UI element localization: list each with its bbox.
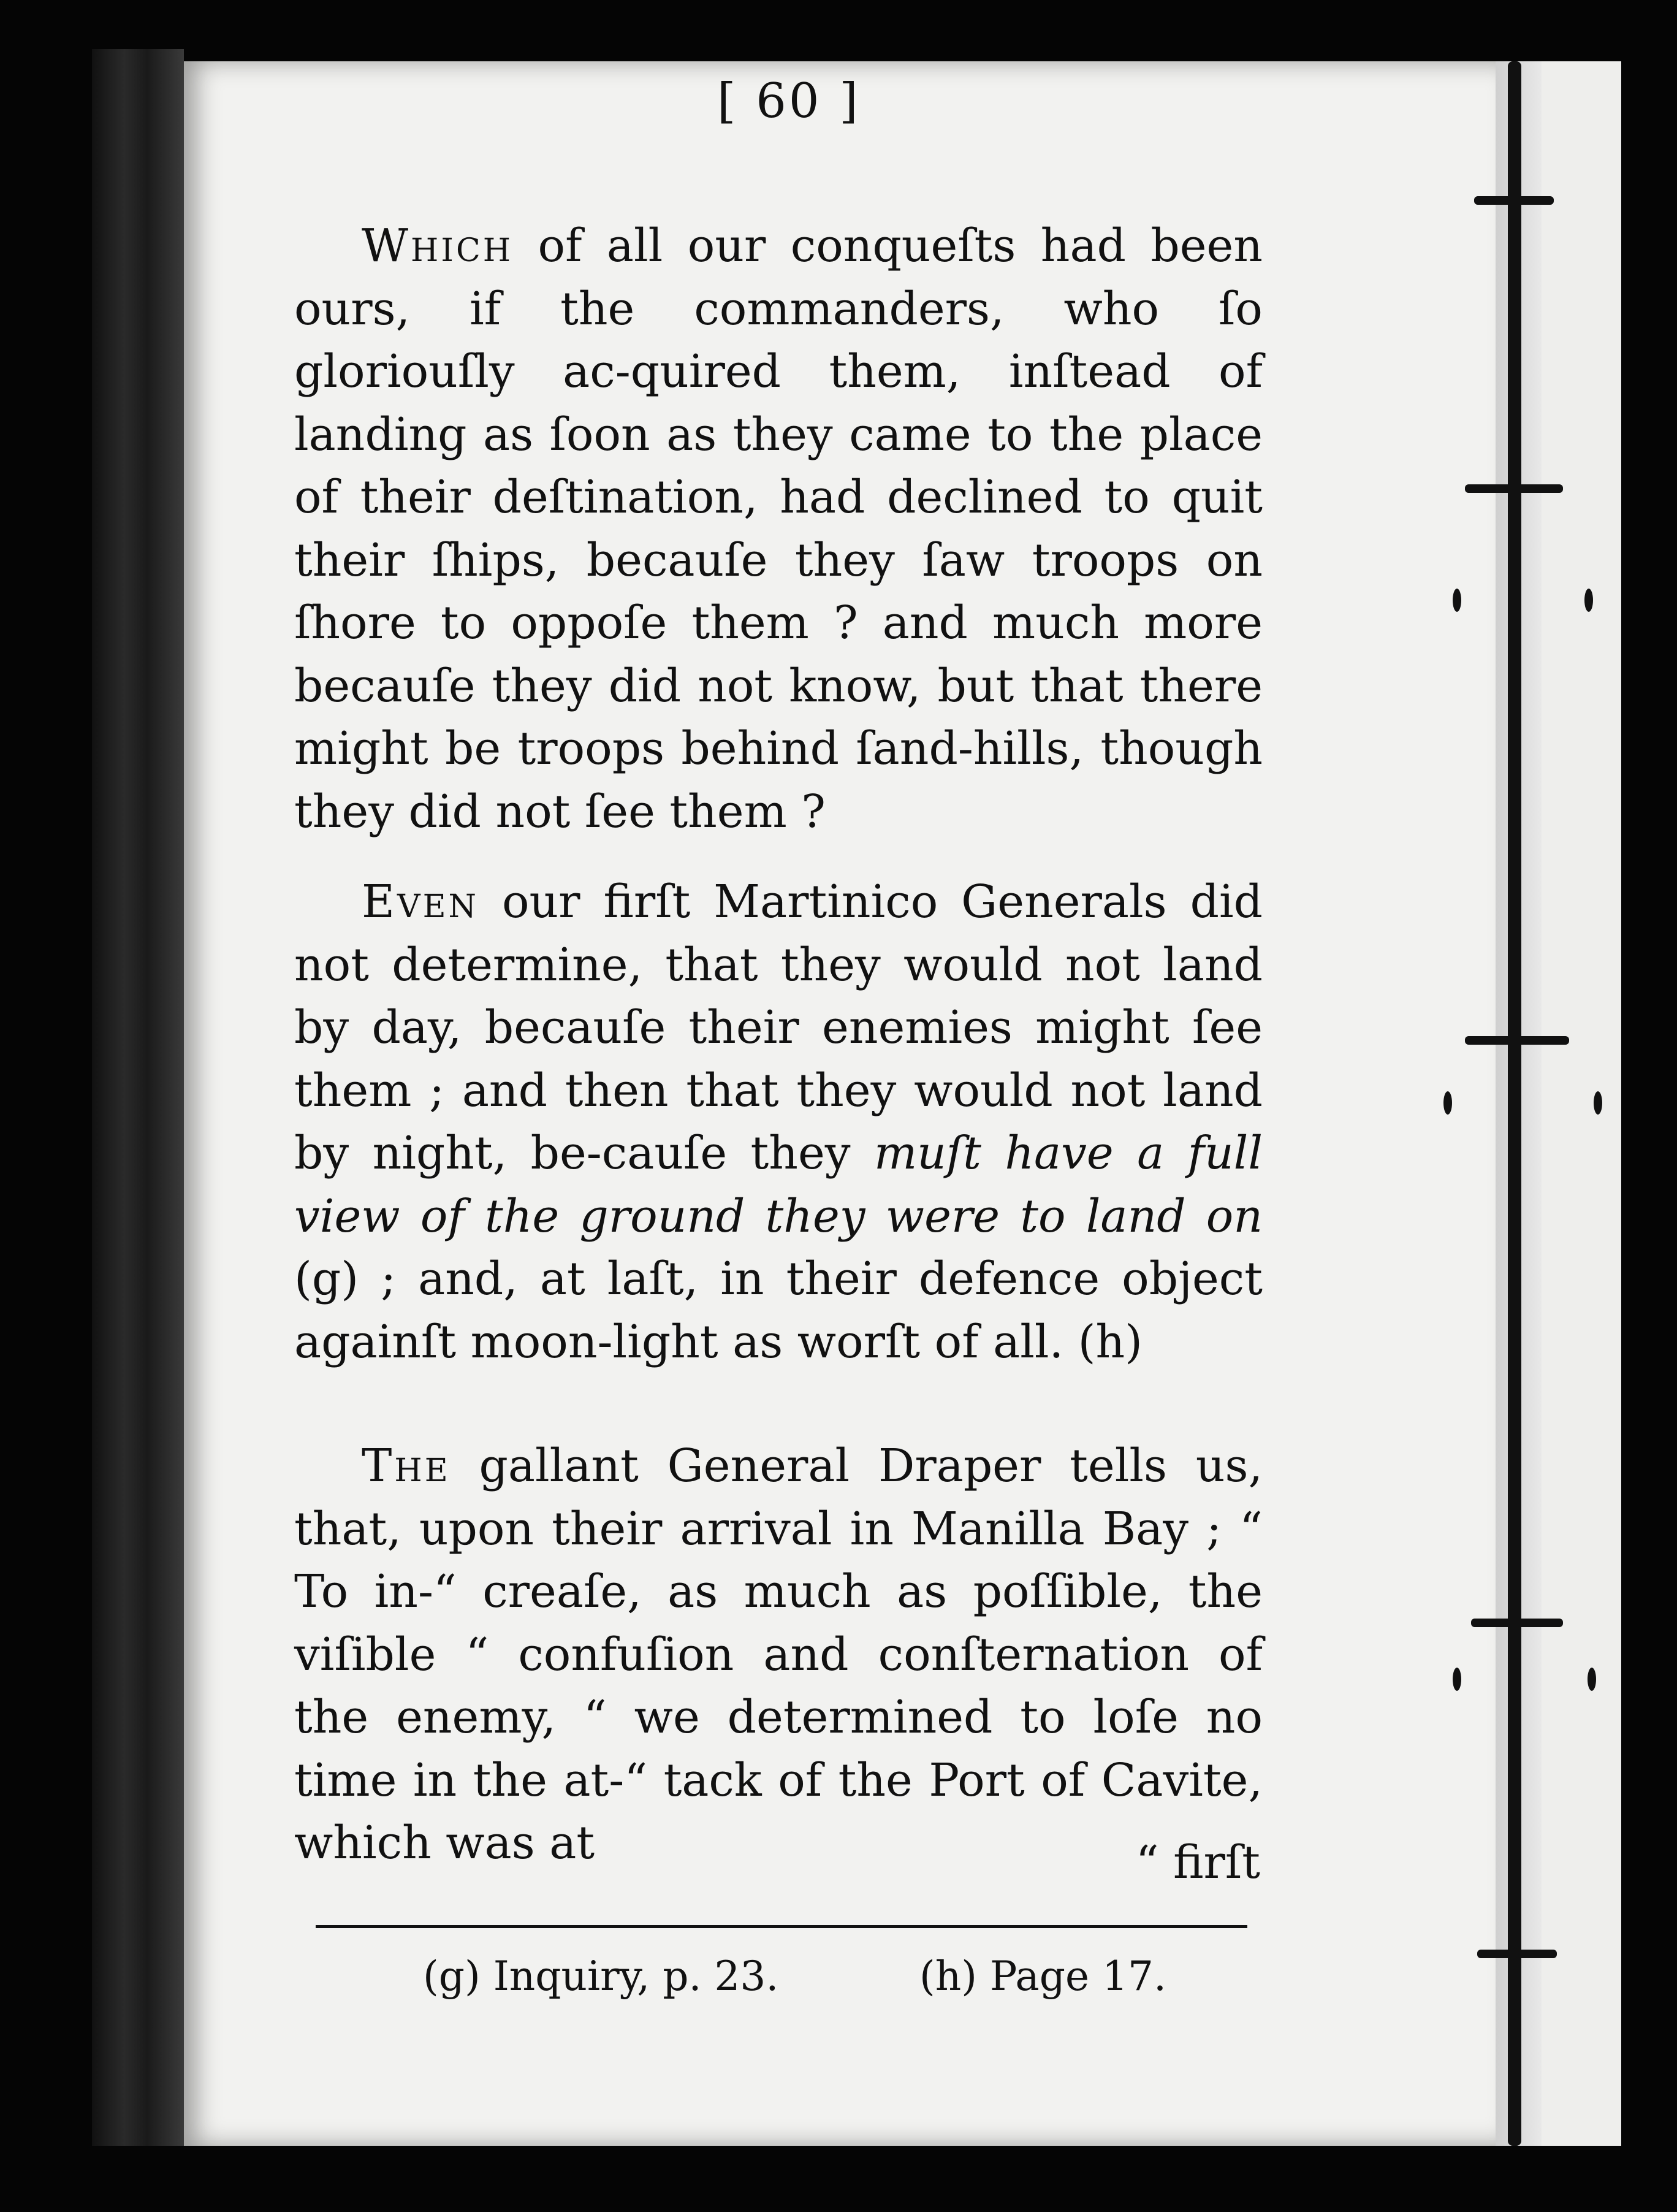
book-binding [92, 49, 184, 2146]
paragraph-lead-word: Which [362, 219, 514, 272]
binding-thread [1508, 61, 1521, 2146]
paragraph-1 [294, 215, 1263, 843]
paragraph-lead-word: Even [362, 875, 479, 928]
binding-stitch [1465, 484, 1563, 493]
binding-mark [1453, 589, 1461, 612]
paragraph-3 [294, 1435, 1263, 1875]
paragraph-lead-word: The [362, 1440, 451, 1492]
binding-stitch [1474, 196, 1554, 205]
paragraph-text: our firſt Martinico Generals did not determine, that they would not land by day, becauſe their enemies might ſee them ; and then that they would not land by night, be-cauſe they [294, 875, 1263, 1180]
binding-mark [1588, 1668, 1596, 1691]
footnote-g: (g) Inquiry, p. 23. [423, 1953, 779, 2000]
binding-stitch [1465, 1036, 1569, 1045]
paragraph-text: of all our conqueſts had been ours, if the commanders, who ſo gloriouſly ac-quired them, inſtead of landing as ſoon as they came to the place of their deſtination, had declined to quit their ſhips, becauſe they ſaw troops on ſhore to oppoſe them ? and much more becauſe they did not know, but that there might be troops behind ſand-hills, though they did not ſee them ? [294, 219, 1263, 838]
catchword: “ firſt [1135, 1836, 1260, 1889]
page-number: [ 60 ] [717, 74, 861, 129]
paragraph-text: gallant General Draper tells us, that, upon their arrival in Manilla Bay ; “ To in-“ creaſe, as much as poſſible, the viſible “ confuſion and conſternation of the enemy, “ we determined to loſe no time in the at-“ tack of the Port of Cavite, which was at [294, 1440, 1263, 1869]
binding-mark [1594, 1091, 1602, 1115]
binding-mark [1443, 1091, 1452, 1115]
binding-mark [1453, 1668, 1461, 1691]
binding-stitch [1471, 1619, 1563, 1627]
paragraph-2 [294, 871, 1263, 1373]
binding-stitch [1477, 1950, 1557, 1958]
facing-page-edge [1542, 61, 1621, 2146]
binding-mark [1584, 589, 1593, 612]
footnote-rule [316, 1925, 1247, 1928]
paragraph-text: (g) ; and, at laſt, in their defence object againſt moon-light as worſt of all. (h) [294, 1253, 1263, 1368]
paragraph-italic-quote: muſt have a full view of the ground they were to land on [294, 1127, 1263, 1243]
footnote-h: (h) Page 17. [919, 1953, 1167, 2000]
